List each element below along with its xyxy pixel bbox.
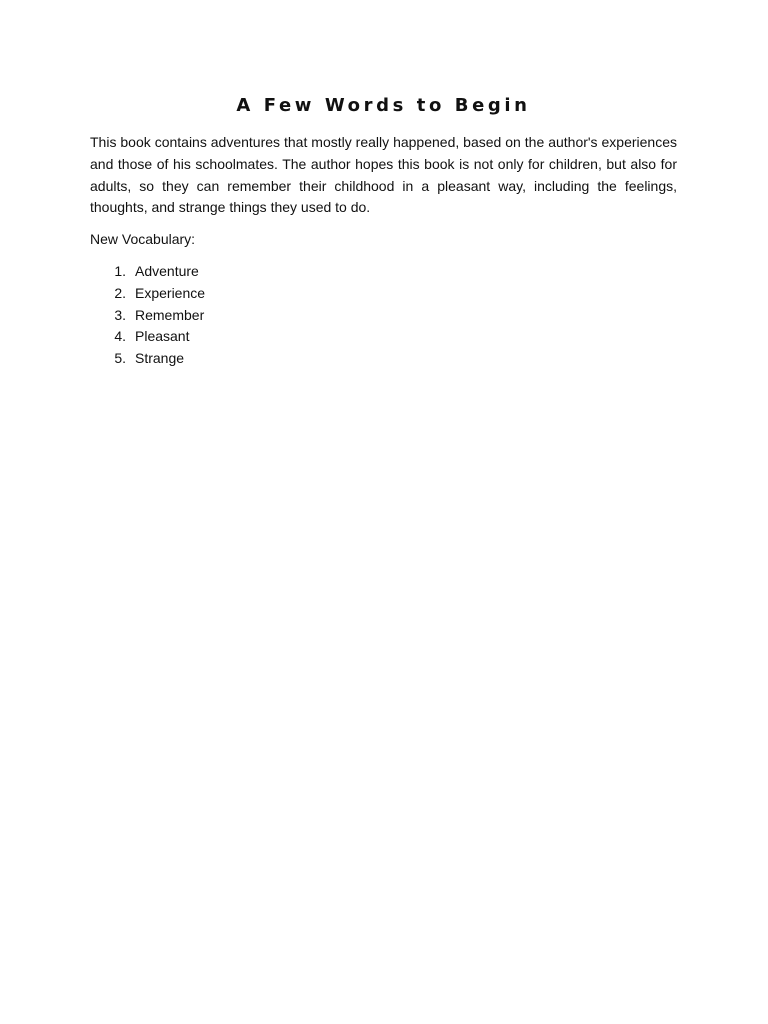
vocabulary-item-number: 5. (114, 350, 126, 367)
vocabulary-item (90, 261, 677, 283)
document-page (90, 92, 677, 370)
vocabulary-item (90, 326, 677, 348)
vocabulary-item-word: Adventure (135, 262, 199, 279)
vocabulary-item (90, 348, 677, 370)
vocabulary-item-number: 1. (114, 262, 126, 279)
vocabulary-item (90, 283, 677, 305)
intro-paragraph: This book contains adventures that mostly really happened, based on the author's experiences and those of his schoolmates. The author hopes this book is not only for children, but also for adults, so they can remember their childhood in a pleasant way, including the feelings, thoughts, and strange things they used to do. (90, 134, 677, 216)
document-title: A Few Words to Begin (236, 95, 531, 116)
vocabulary-item (90, 305, 677, 327)
vocabulary-item-word: Experience (135, 284, 206, 301)
vocabulary-list (90, 261, 677, 370)
vocabulary-heading: New Vocabulary: (90, 231, 196, 248)
vocabulary-item-number: 4. (114, 328, 126, 345)
vocabulary-item-number: 3. (114, 306, 126, 323)
vocabulary-item-word: Pleasant (135, 328, 190, 345)
vocabulary-item-word: Strange (135, 350, 185, 367)
vocabulary-item-word: Remember (135, 306, 205, 323)
vocabulary-item-number: 2. (114, 284, 126, 301)
